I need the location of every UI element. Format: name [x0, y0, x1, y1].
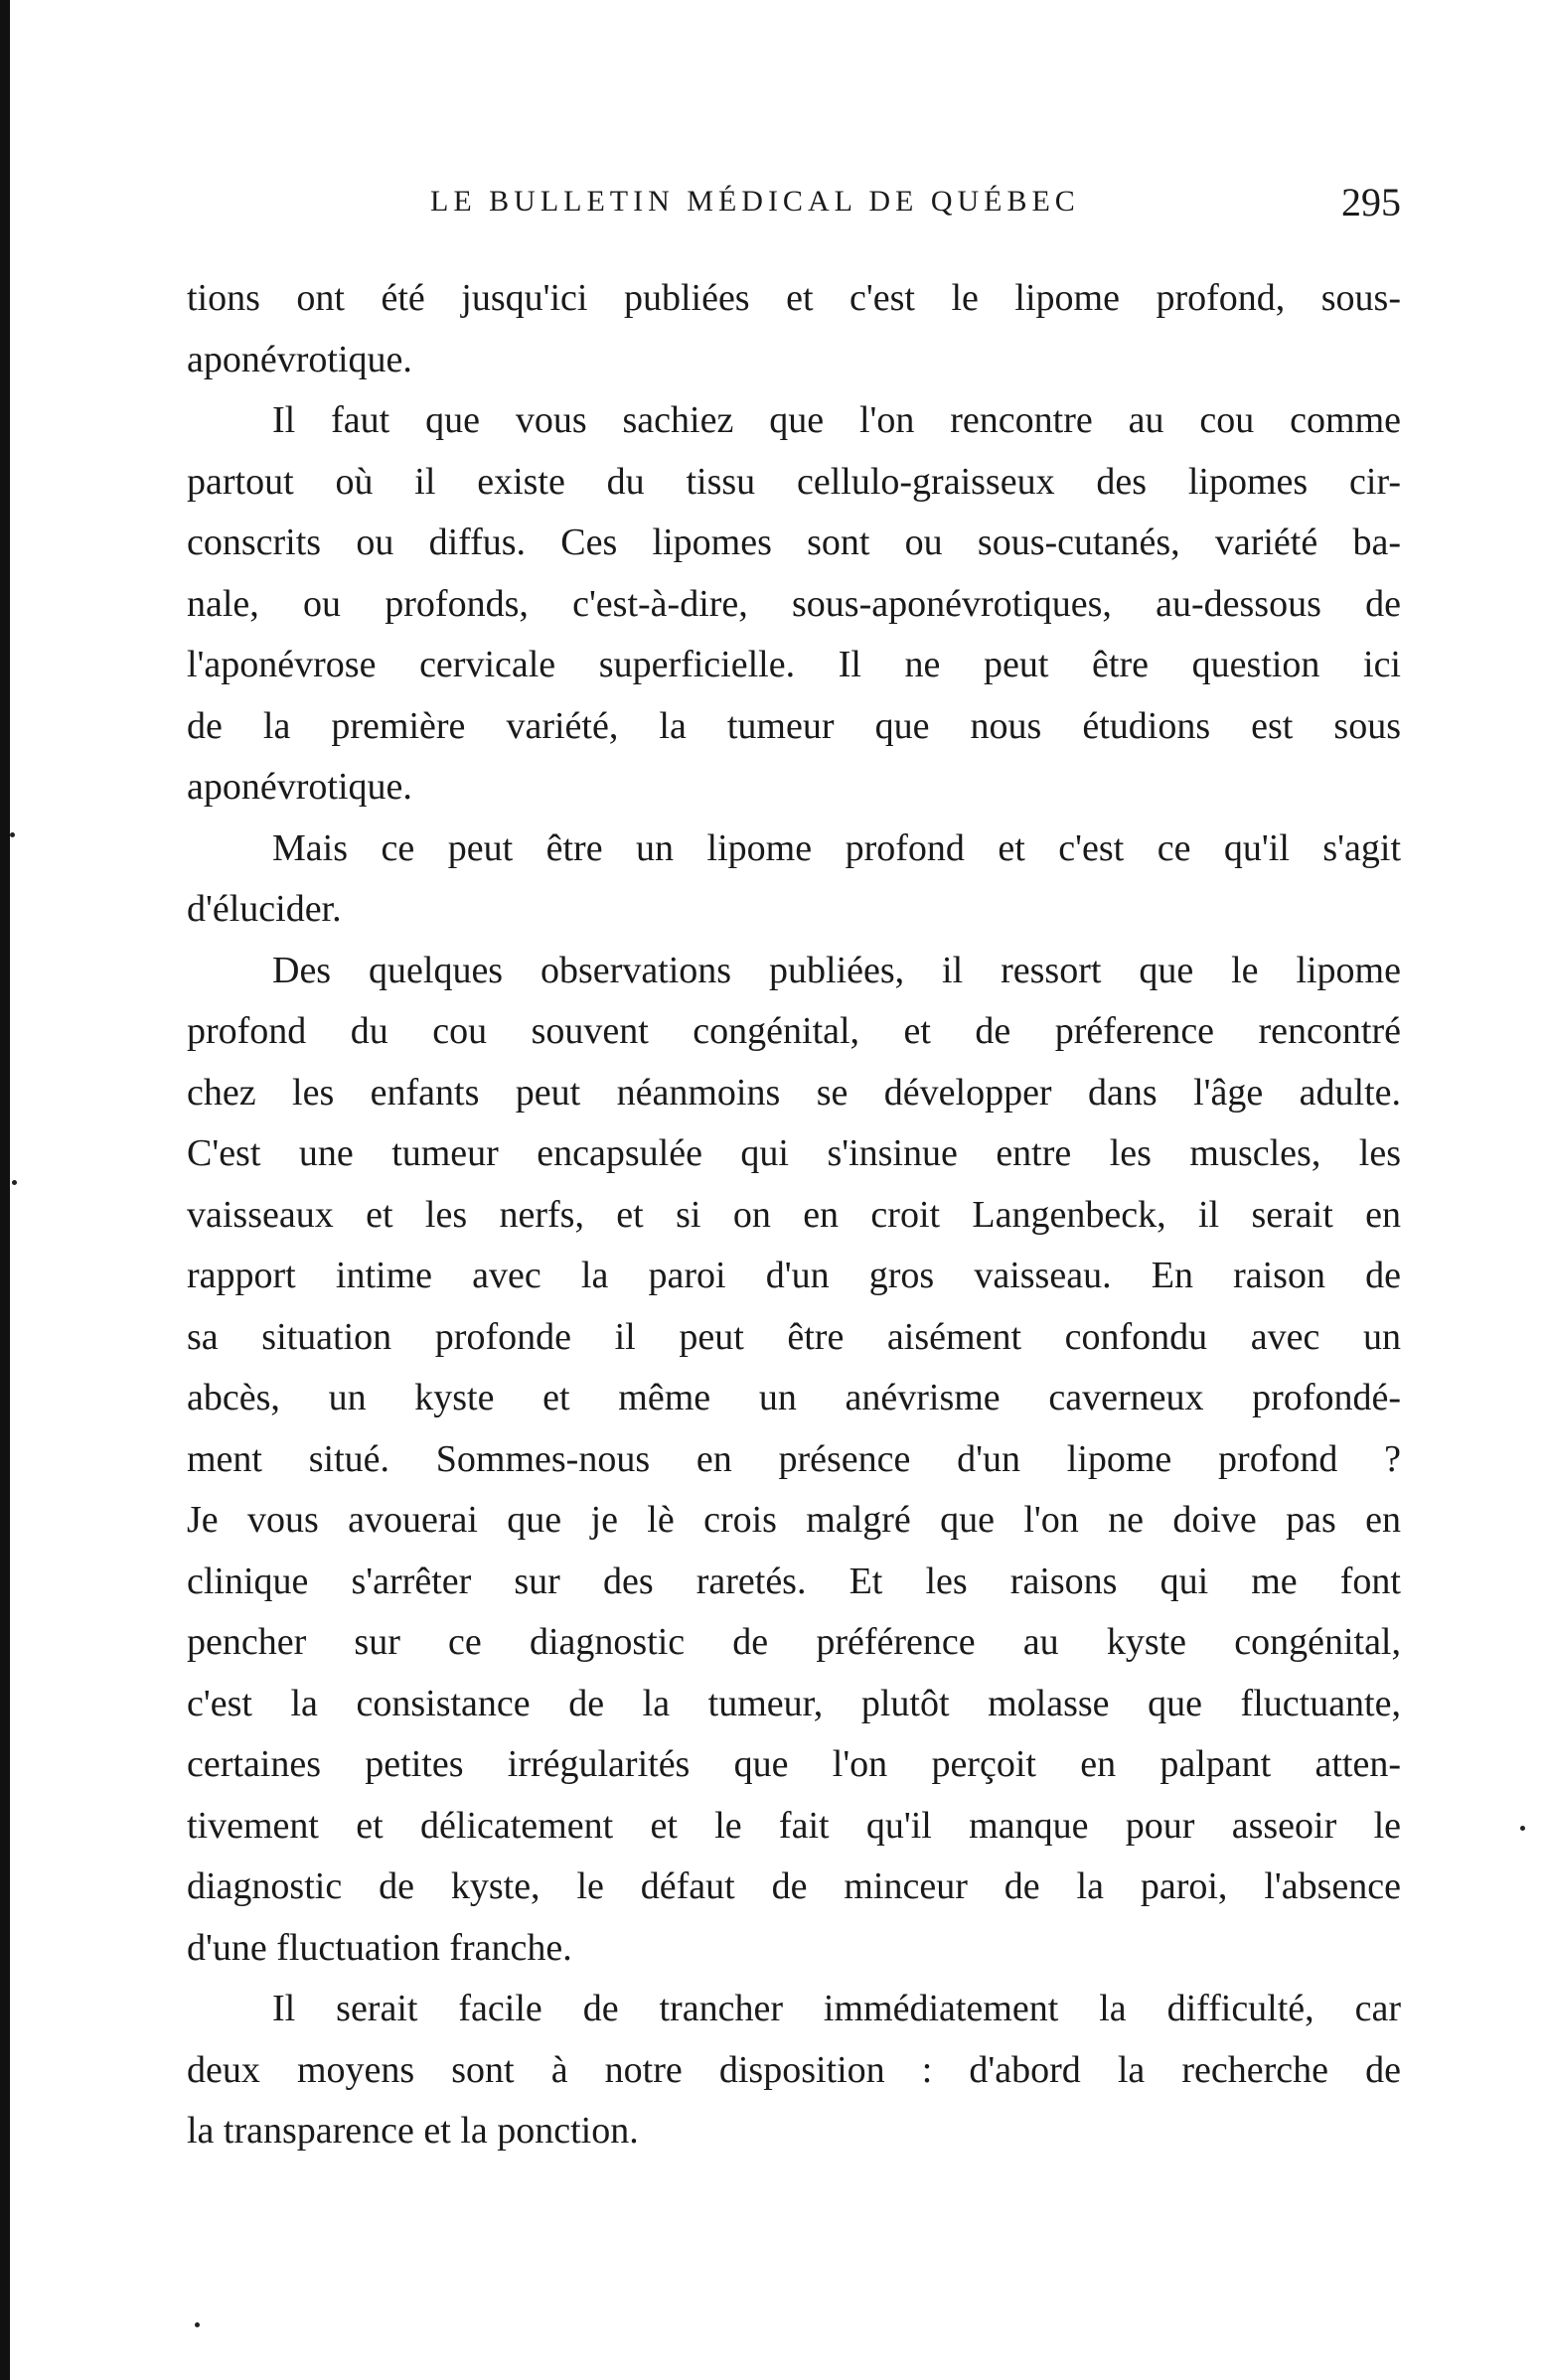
text-line: pencher sur ce diagnostic de préférence au kyste congénital, — [187, 1621, 1401, 1663]
text-line: profond du cou souvent congénital, et de préference rencontré — [187, 1010, 1401, 1052]
text-line: aponévrotique. — [187, 766, 412, 808]
text-line: la transparence et la ponction. — [187, 2110, 639, 2152]
text-line: Il faut que vous sachiez que l'on rencontre au cou comme — [272, 399, 1401, 441]
text-line: sa situation profonde il peut être aisément confondu avec un — [187, 1315, 1401, 1358]
page-header — [187, 180, 1401, 228]
text-line: clinique s'arrêter sur des raretés. Et les raisons qui me font — [187, 1560, 1401, 1602]
text-line: de la première variété, la tumeur que nous étudions est sous — [187, 704, 1401, 747]
scan-speck — [12, 1180, 17, 1185]
text-line: rapport intime avec la paroi d'un gros vaisseau. En raison de — [187, 1255, 1401, 1296]
text-line: vaisseaux et les nerfs, et si on en croit Langenbeck, il serait en — [187, 1193, 1401, 1236]
text-line: d'une fluctuation franche. — [187, 1926, 572, 1969]
text-line: Des quelques observations publiées, il ressort que le lipome — [272, 949, 1401, 991]
text-line: abcès, un kyste et même un anévrisme caverneux profondé- — [187, 1377, 1401, 1418]
scan-speck — [1520, 1826, 1525, 1831]
text-line: tions ont été jusqu'ici publiées et c'est le lipome profond, sous- — [187, 277, 1401, 319]
running-title: LE BULLETIN MÉDICAL DE QUÉBEC — [430, 185, 1080, 218]
body-text — [187, 268, 1401, 2162]
paragraph — [187, 390, 1401, 818]
text-line: C'est une tumeur encapsulée qui s'insinue entre les muscles, les — [187, 1132, 1401, 1174]
text-line: deux moyens sont à notre disposition : d'abord la recherche de — [187, 2048, 1401, 2091]
paragraph — [187, 268, 1401, 390]
text-line: nale, ou profonds, c'est-à-dire, sous-aponévrotiques, au-dessous de — [187, 582, 1401, 625]
text-line: Mais ce peut être un lipome profond et c'est ce qu'il s'agit — [272, 826, 1401, 869]
scan-speck — [195, 2322, 200, 2327]
text-line: c'est la consistance de la tumeur, plutôt molasse que fluctuante, — [187, 1682, 1401, 1724]
scan-binding-edge — [0, 0, 10, 2380]
text-line: diagnostic de kyste, le défaut de minceur de la paroi, l'absence — [187, 1865, 1401, 1907]
paragraph — [187, 941, 1401, 1980]
text-line: d'élucider. — [187, 888, 342, 930]
text-line: tivement et délicatement et le fait qu'il manque pour asseoir le — [187, 1804, 1401, 1847]
paragraph — [187, 1979, 1401, 2162]
text-line: l'aponévrose cervicale superficielle. Il ne peut être question ici — [187, 644, 1401, 685]
paragraph — [187, 818, 1401, 941]
page-number: 295 — [1341, 180, 1401, 224]
scan-speck — [10, 832, 15, 837]
text-line: certaines petites irrégularités que l'on perçoit en palpant atten- — [187, 1743, 1401, 1785]
text-line: aponévrotique. — [187, 338, 412, 380]
text-line: conscrits ou diffus. Ces lipomes sont ou sous-cutanés, variété ba- — [187, 521, 1401, 563]
text-line: Il serait facile de trancher immédiatement la difficulté, car — [272, 1988, 1401, 2029]
text-line: Je vous avouerai que je lè crois malgré que l'on ne doive pas en — [187, 1499, 1401, 1541]
text-line: chez les enfants peut néanmoins se développer dans l'âge adulte. — [187, 1071, 1401, 1114]
text-line: partout où il existe du tissu cellulo-graisseux des lipomes cir- — [187, 460, 1401, 503]
text-line: ment situé. Sommes-nous en présence d'un lipome profond ? — [187, 1437, 1401, 1480]
